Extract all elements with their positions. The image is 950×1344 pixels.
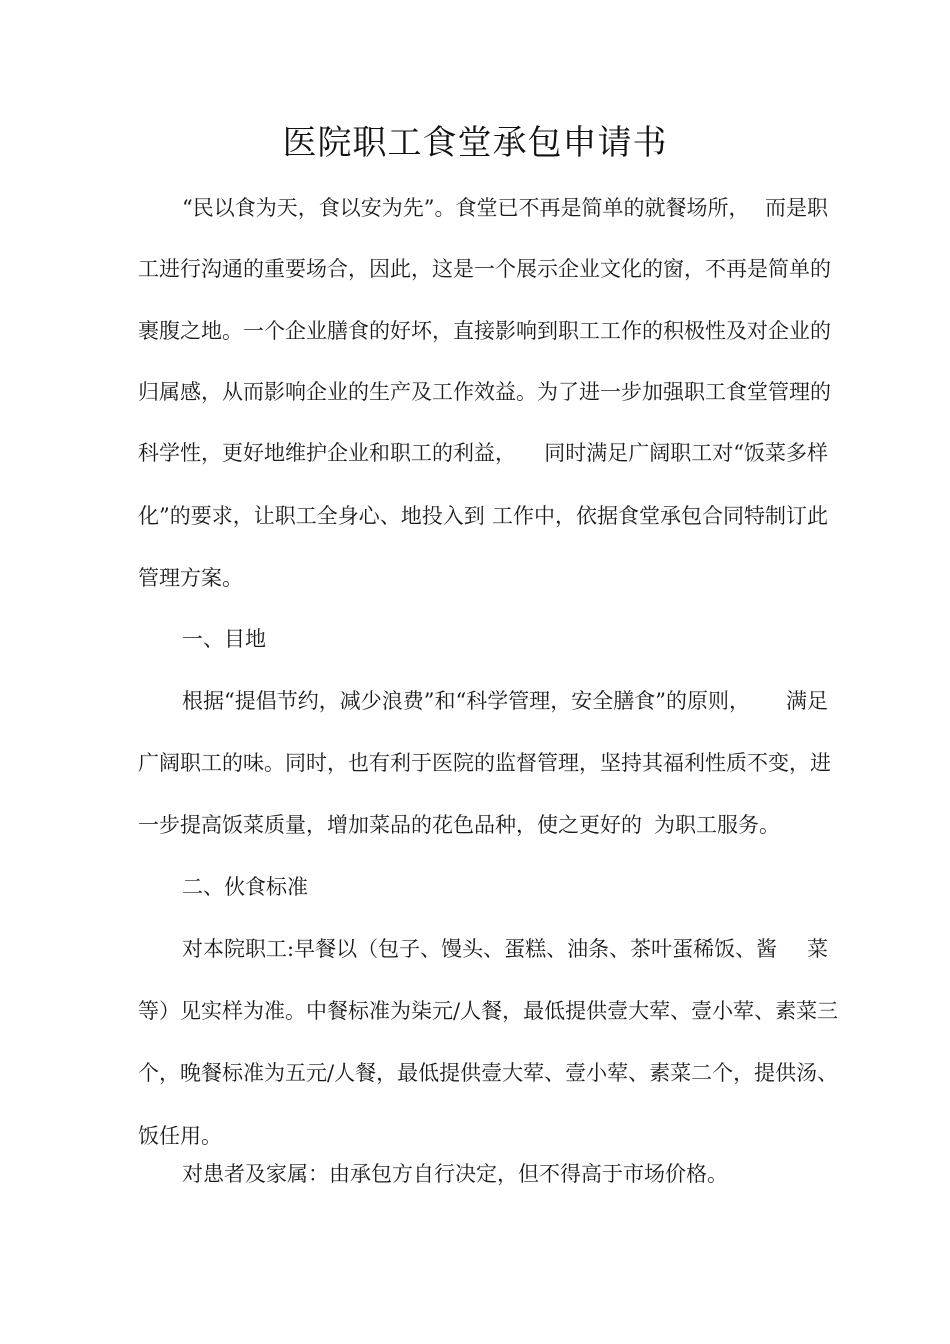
text-segment: 等）见实样为准。中餐标准为柒元/人餐，最低提供壹大荤、壹小荤、 <box>138 999 776 1023</box>
intro-line-3 <box>138 316 831 346</box>
text-segment: 化”的要求，让职工全身心、地投入到 <box>138 504 485 528</box>
text-segment: 归属感，从而影响企业的生产及工作效益。为了 <box>138 380 579 404</box>
text-segment: 工作中，依据食堂承包合同特制订此 <box>492 504 828 528</box>
text-segment: 裹腹之地。一个企业膳食的好坏，直接影响到职工工作 <box>138 319 642 343</box>
text-segment: 根据“提倡节约，减少浪费”和“科学管理，安全膳食”的原则， <box>182 689 750 713</box>
text-segment: 的积极性及对企业的 <box>642 319 831 343</box>
text-segment: 个，晚餐标准为五元/人餐，最低提供壹大荤、壹小荤、素菜 <box>138 1061 692 1085</box>
text-segment: 对本院职工:早餐以（包子、馒头、蛋糕、油条、茶叶蛋稀饭、酱 <box>182 937 778 961</box>
section1-line-1 <box>182 686 828 716</box>
intro-line-4 <box>138 377 831 407</box>
section2-line-2 <box>138 996 839 1026</box>
text-segment: 工进行沟通的重要场合，因此，这是一个展示企业文化的窗， <box>138 257 705 281</box>
section2-line-4 <box>138 1121 828 1151</box>
text-segment: 进一步加强职工食堂管理的 <box>579 380 831 404</box>
section1-line-2 <box>138 748 831 778</box>
intro-line-7 <box>138 563 828 593</box>
text-segment: 菜 <box>807 937 828 961</box>
text-segment: 管理方案。 <box>138 566 243 590</box>
text-segment: 广阔职工的味。同时，也有利于医院的监督管理，坚持其福利 <box>138 751 705 775</box>
text-segment: 为职工服务。 <box>654 813 780 837</box>
intro-line-2 <box>138 254 831 284</box>
text-segment: 对患者及家属：由承包方自行决定，但不得高于市场价格。 <box>182 1162 728 1186</box>
text-segment: “民以食为天，食以安为先”。食堂已不再是简单的就餐场所， <box>182 196 750 220</box>
text-segment: 素菜三 <box>775 999 839 1023</box>
section1-line-3 <box>138 810 828 840</box>
text-segment: 而是职 <box>765 196 828 220</box>
text-segment: 二个，提供汤、 <box>691 1061 839 1085</box>
intro-line-5 <box>138 438 828 468</box>
text-segment: 性质不变，进 <box>705 751 831 775</box>
document-title: 医院职工食堂承包申请书 <box>282 123 668 163</box>
section2-line-3 <box>138 1058 839 1088</box>
text-segment: 一步提高饭菜质量，增加菜品的花色品种，使之更好的 <box>138 813 642 837</box>
text-segment: 不再是简单的 <box>705 257 831 281</box>
intro-line-6 <box>138 501 828 531</box>
text-segment: 满足 <box>786 689 828 713</box>
intro-line-1 <box>182 193 828 223</box>
text-segment: 科学性，更好地维护企业和职工的利益， <box>138 441 516 465</box>
text-segment: 饭任用。 <box>138 1124 222 1148</box>
section2-line-5 <box>182 1159 828 1189</box>
section2-line-1 <box>182 934 828 964</box>
section-heading-meal-standard: 二、伙食标准 <box>182 875 308 899</box>
text-segment: 同时满足广阔职工对“饭菜多样 <box>544 441 828 465</box>
section-heading-purpose: 一、目地 <box>182 627 266 651</box>
